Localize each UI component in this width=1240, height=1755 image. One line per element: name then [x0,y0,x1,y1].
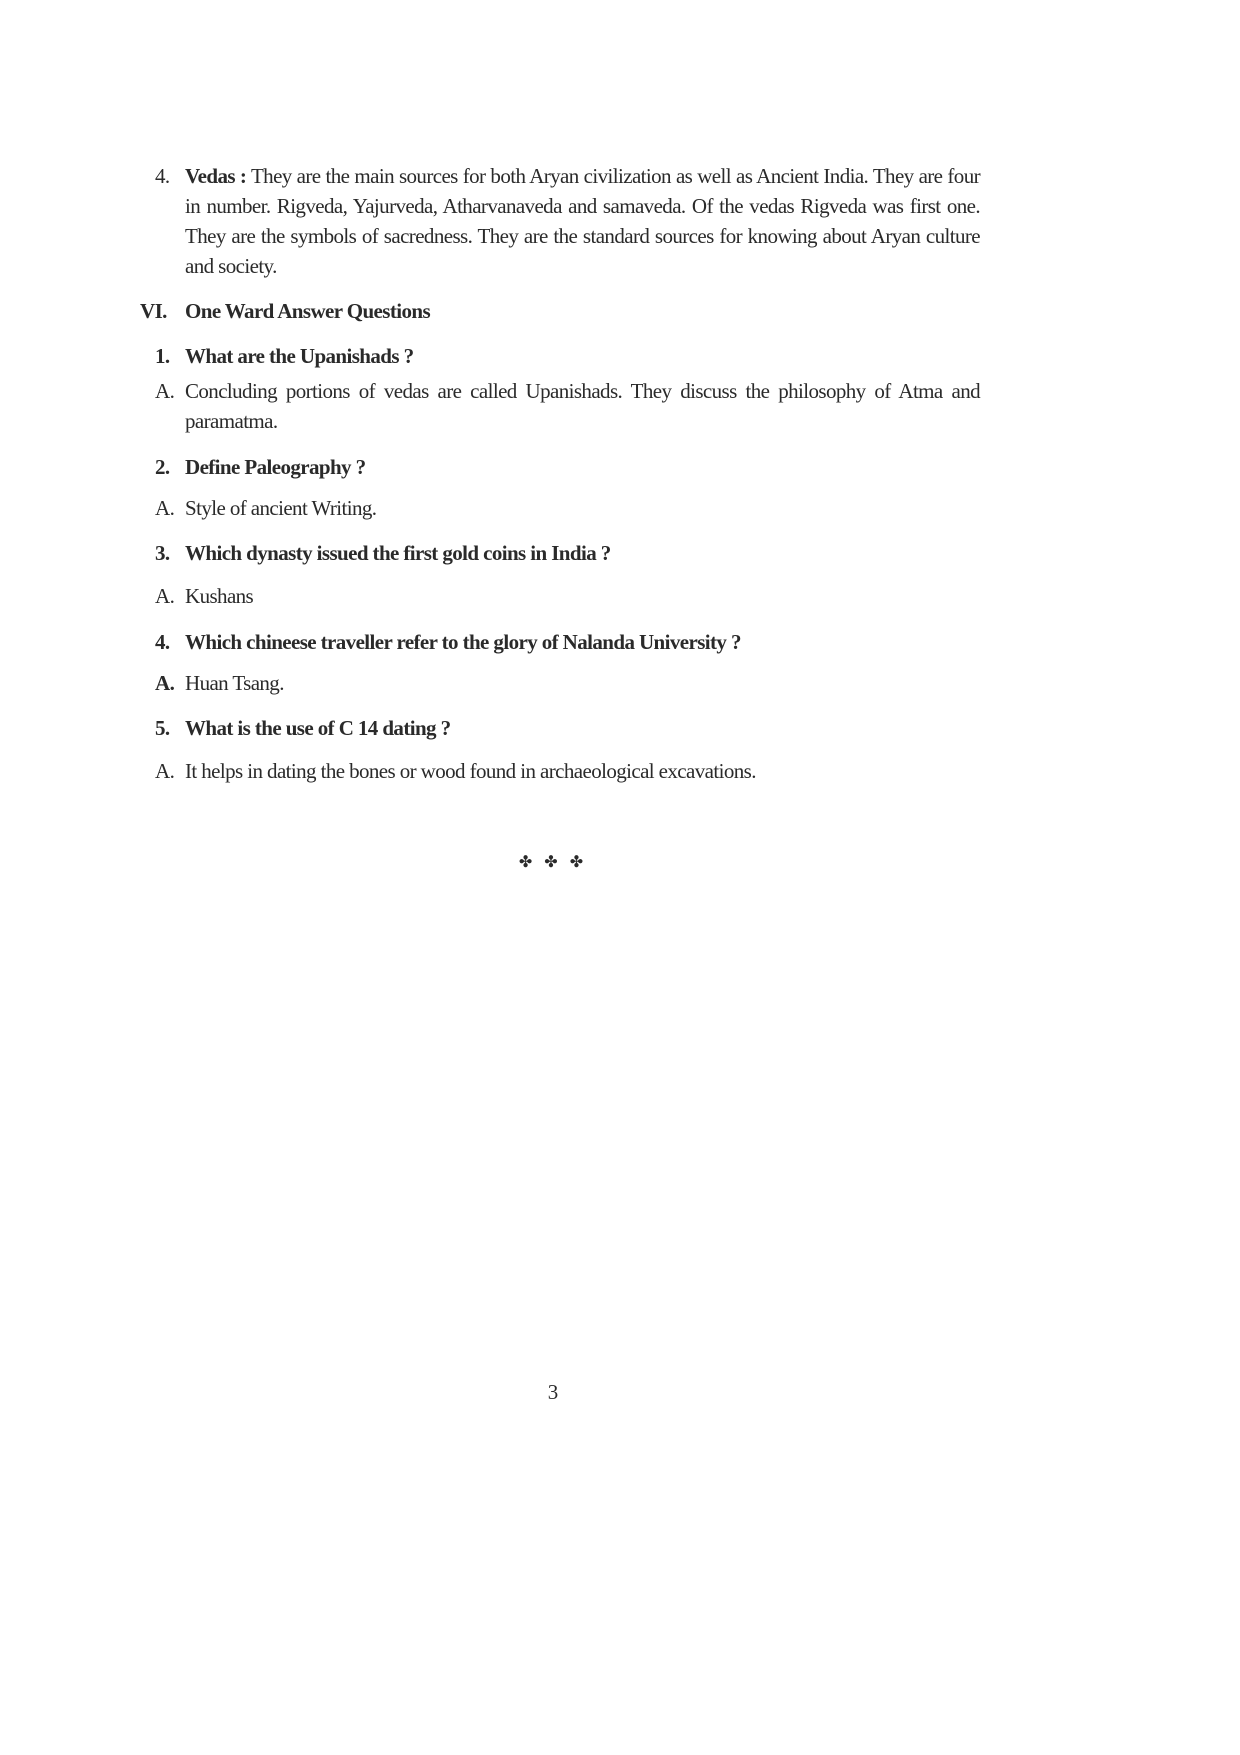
answer-label: A. [155,671,175,695]
question [140,452,980,482]
question [140,538,980,568]
page-number: 3 [547,1380,559,1404]
ornament-divider: ✤ ✤ ✤ [518,854,588,871]
section-heading [140,296,980,326]
question-text: What is the use of C 14 dating ? [185,716,451,740]
section-number: VI. [140,299,167,323]
question-number: 1. [155,344,170,368]
answer-text: Kushans [185,584,254,608]
answer-text: Huan Tsang. [185,671,284,695]
question-text: What are the Upanishads ? [185,344,414,368]
term: Vedas : [185,164,247,188]
question-number: 2. [155,455,170,479]
answer-label: A. [155,379,175,403]
answer-label: A. [155,584,175,608]
section-title: One Ward Answer Questions [185,299,431,323]
answer-label: A. [155,496,175,520]
answer-text: It helps in dating the bones or wood found in archaeological excavations. [185,759,756,783]
question-number: 4. [155,630,170,654]
item-number: 4. [155,164,170,188]
question-text: Define Paleography ? [185,455,366,479]
question [140,627,980,657]
answer [140,668,980,698]
question-text: Which chineese traveller refer to the glory of Nalanda University ? [185,630,741,654]
question-number: 5. [155,716,170,740]
answer [140,756,980,786]
item-text: They are the main sources for both Aryan civilization as well as Ancient India. They are four in number. Rigveda, Yajurveda, Atharvanaveda and samaveda. Of the vedas Rigveda was first one. They are the symbols of sacredness. They are the standard sources for knowing about Aryan culture and society. [185,164,980,278]
item-vedas [140,161,980,281]
question-text: Which dynasty issued the first gold coins in India ? [185,541,611,565]
answer [140,376,980,436]
answer-text: Concluding portions of vedas are called Upanishads. They discuss the philosophy of Atma and paramatma. [185,379,980,433]
question [140,341,980,371]
answer [140,493,980,523]
question [140,713,980,743]
answer [140,581,980,611]
question-number: 3. [155,541,170,565]
answer-label: A. [155,759,175,783]
answer-text: Style of ancient Writing. [185,496,377,520]
